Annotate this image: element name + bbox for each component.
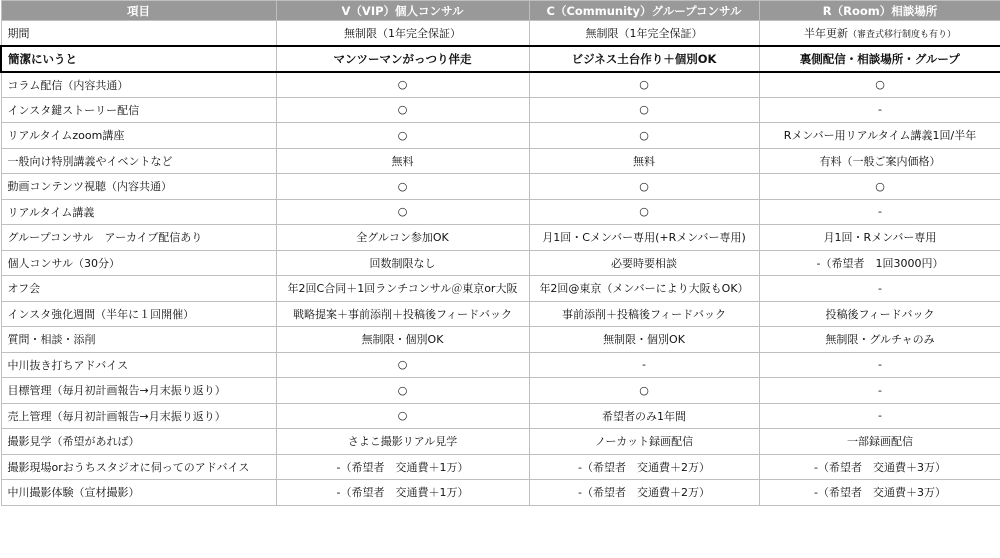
- table-row: [1, 276, 1000, 302]
- table-row: [1, 480, 1000, 506]
- cell-community[interactable]: 事前添削＋投稿後フィードバック: [529, 301, 759, 327]
- cell-community[interactable]: ○: [529, 378, 759, 404]
- header-vip[interactable]: V（VIP）個人コンサル: [276, 1, 529, 21]
- cell-vip[interactable]: 無料: [276, 148, 529, 174]
- cell-community[interactable]: ノーカット録画配信: [529, 429, 759, 455]
- cell-community[interactable]: ○: [529, 97, 759, 123]
- cell-vip[interactable]: ○: [276, 403, 529, 429]
- cell-item[interactable]: リアルタイムzoom講座: [1, 123, 276, 149]
- cell-community[interactable]: ビジネス土台作り＋個別OK: [529, 46, 759, 72]
- cell-vip[interactable]: -（希望者 交通費＋1万）: [276, 480, 529, 506]
- table-row: [1, 250, 1000, 276]
- cell-room[interactable]: -: [759, 352, 1000, 378]
- cell-item[interactable]: グループコンサル アーカイブ配信あり: [1, 225, 276, 251]
- cell-community[interactable]: ○: [529, 199, 759, 225]
- cell-vip[interactable]: 戦略提案＋事前添削＋投稿後フィードバック: [276, 301, 529, 327]
- cell-room[interactable]: -（希望者 1回3000円）: [759, 250, 1000, 276]
- cell-room[interactable]: 投稿後フィードバック: [759, 301, 1000, 327]
- cell-community[interactable]: 年2回@東京（メンバーにより大阪もOK）: [529, 276, 759, 302]
- table-row: [1, 429, 1000, 455]
- cell-vip[interactable]: 無制限（1年完全保証）: [276, 21, 529, 47]
- cell-vip[interactable]: ○: [276, 174, 529, 200]
- cell-room[interactable]: 月1回・Rメンバー専用: [759, 225, 1000, 251]
- cell-vip[interactable]: -（希望者 交通費＋1万）: [276, 454, 529, 480]
- table-row: [1, 378, 1000, 404]
- cell-item[interactable]: オフ会: [1, 276, 276, 302]
- cell-community[interactable]: ○: [529, 123, 759, 149]
- cell-room[interactable]: -: [759, 276, 1000, 302]
- cell-room[interactable]: -: [759, 403, 1000, 429]
- cell-item[interactable]: 撮影現場orおうちスタジオに伺ってのアドバイス: [1, 454, 276, 480]
- table-row: [1, 352, 1000, 378]
- cell-vip[interactable]: 無制限・個別OK: [276, 327, 529, 353]
- cell-room[interactable]: 裏側配信・相談場所・グループ: [759, 46, 1000, 72]
- cell-room[interactable]: ○: [759, 72, 1000, 98]
- cell-item[interactable]: 質問・相談・添削: [1, 327, 276, 353]
- cell-vip[interactable]: ○: [276, 123, 529, 149]
- cell-room[interactable]: [759, 21, 1000, 47]
- cell-item[interactable]: 中川撮影体験（宣材撮影）: [1, 480, 276, 506]
- cell-item[interactable]: 簡潔にいうと: [1, 46, 276, 72]
- table-row: [1, 403, 1000, 429]
- cell-item[interactable]: 個人コンサル（30分）: [1, 250, 276, 276]
- cell-community[interactable]: 必要時要相談: [529, 250, 759, 276]
- cell-item[interactable]: 中川抜き打ちアドバイス: [1, 352, 276, 378]
- cell-community[interactable]: -（希望者 交通費＋2万）: [529, 480, 759, 506]
- cell-item[interactable]: リアルタイム講義: [1, 199, 276, 225]
- table-row: [1, 148, 1000, 174]
- cell-community[interactable]: 無制限・個別OK: [529, 327, 759, 353]
- header-item[interactable]: 項目: [1, 1, 276, 21]
- cell-item[interactable]: インスタ強化週間（半年に１回開催）: [1, 301, 276, 327]
- cell-community[interactable]: 月1回・Cメンバー専用(+Rメンバー専用): [529, 225, 759, 251]
- cell-room[interactable]: -: [759, 378, 1000, 404]
- cell-room[interactable]: ○: [759, 174, 1000, 200]
- cell-room[interactable]: -（希望者 交通費＋3万）: [759, 454, 1000, 480]
- cell-community[interactable]: 無料: [529, 148, 759, 174]
- table-row: [1, 174, 1000, 200]
- cell-vip[interactable]: さよこ撮影リアル見学: [276, 429, 529, 455]
- table-row: [1, 72, 1000, 98]
- table-row: [1, 21, 1000, 47]
- table-row: [1, 301, 1000, 327]
- table-row: [1, 327, 1000, 353]
- cell-room[interactable]: 有料（一般ご案内価格）: [759, 148, 1000, 174]
- table-row-summary: [1, 46, 1000, 72]
- cell-community[interactable]: 無制限（1年完全保証）: [529, 21, 759, 47]
- header-community[interactable]: C（Community）グループコンサル: [529, 1, 759, 21]
- cell-community[interactable]: -: [529, 352, 759, 378]
- cell-vip[interactable]: 全グルコン参加OK: [276, 225, 529, 251]
- cell-vip[interactable]: ○: [276, 378, 529, 404]
- table-row: [1, 199, 1000, 225]
- header-room[interactable]: R（Room）相談場所: [759, 1, 1000, 21]
- cell-vip[interactable]: ○: [276, 72, 529, 98]
- table-row: [1, 123, 1000, 149]
- table-row: [1, 454, 1000, 480]
- cell-community[interactable]: ○: [529, 72, 759, 98]
- cell-vip[interactable]: 年2回C合同＋1回ランチコンサル＠東京or大阪: [276, 276, 529, 302]
- cell-vip[interactable]: ○: [276, 199, 529, 225]
- cell-room[interactable]: 無制限・グルチャのみ: [759, 327, 1000, 353]
- cell-room[interactable]: -: [759, 199, 1000, 225]
- cell-item[interactable]: 一般向け特別講義やイベントなど: [1, 148, 276, 174]
- cell-item[interactable]: インスタ鍵ストーリー配信: [1, 97, 276, 123]
- cell-item[interactable]: 期間: [1, 21, 276, 47]
- cell-community[interactable]: -（希望者 交通費＋2万）: [529, 454, 759, 480]
- cell-vip[interactable]: ○: [276, 97, 529, 123]
- cell-item[interactable]: コラム配信（内容共通）: [1, 72, 276, 98]
- cell-item[interactable]: 売上管理（毎月初計画報告→月末振り返り）: [1, 403, 276, 429]
- cell-room-note: （審査式移行制度も有り）: [847, 30, 956, 40]
- cell-item[interactable]: 撮影見学（希望があれば）: [1, 429, 276, 455]
- table-row: [1, 97, 1000, 123]
- cell-room[interactable]: -（希望者 交通費＋3万）: [759, 480, 1000, 506]
- cell-room[interactable]: -: [759, 97, 1000, 123]
- cell-community[interactable]: 希望者のみ1年間: [529, 403, 759, 429]
- cell-community[interactable]: ○: [529, 174, 759, 200]
- cell-vip[interactable]: 回数制限なし: [276, 250, 529, 276]
- cell-room[interactable]: Rメンバー用リアルタイム講義1回/半年: [759, 123, 1000, 149]
- cell-item[interactable]: 動画コンテンツ視聴（内容共通）: [1, 174, 276, 200]
- table-row: [1, 225, 1000, 251]
- cell-room[interactable]: 一部録画配信: [759, 429, 1000, 455]
- cell-room-text: 半年更新: [803, 27, 848, 40]
- cell-vip[interactable]: マンツーマンがっつり伴走: [276, 46, 529, 72]
- cell-vip[interactable]: ○: [276, 352, 529, 378]
- cell-item[interactable]: 目標管理（毎月初計画報告→月末振り返り）: [1, 378, 276, 404]
- header-row: [1, 1, 1000, 21]
